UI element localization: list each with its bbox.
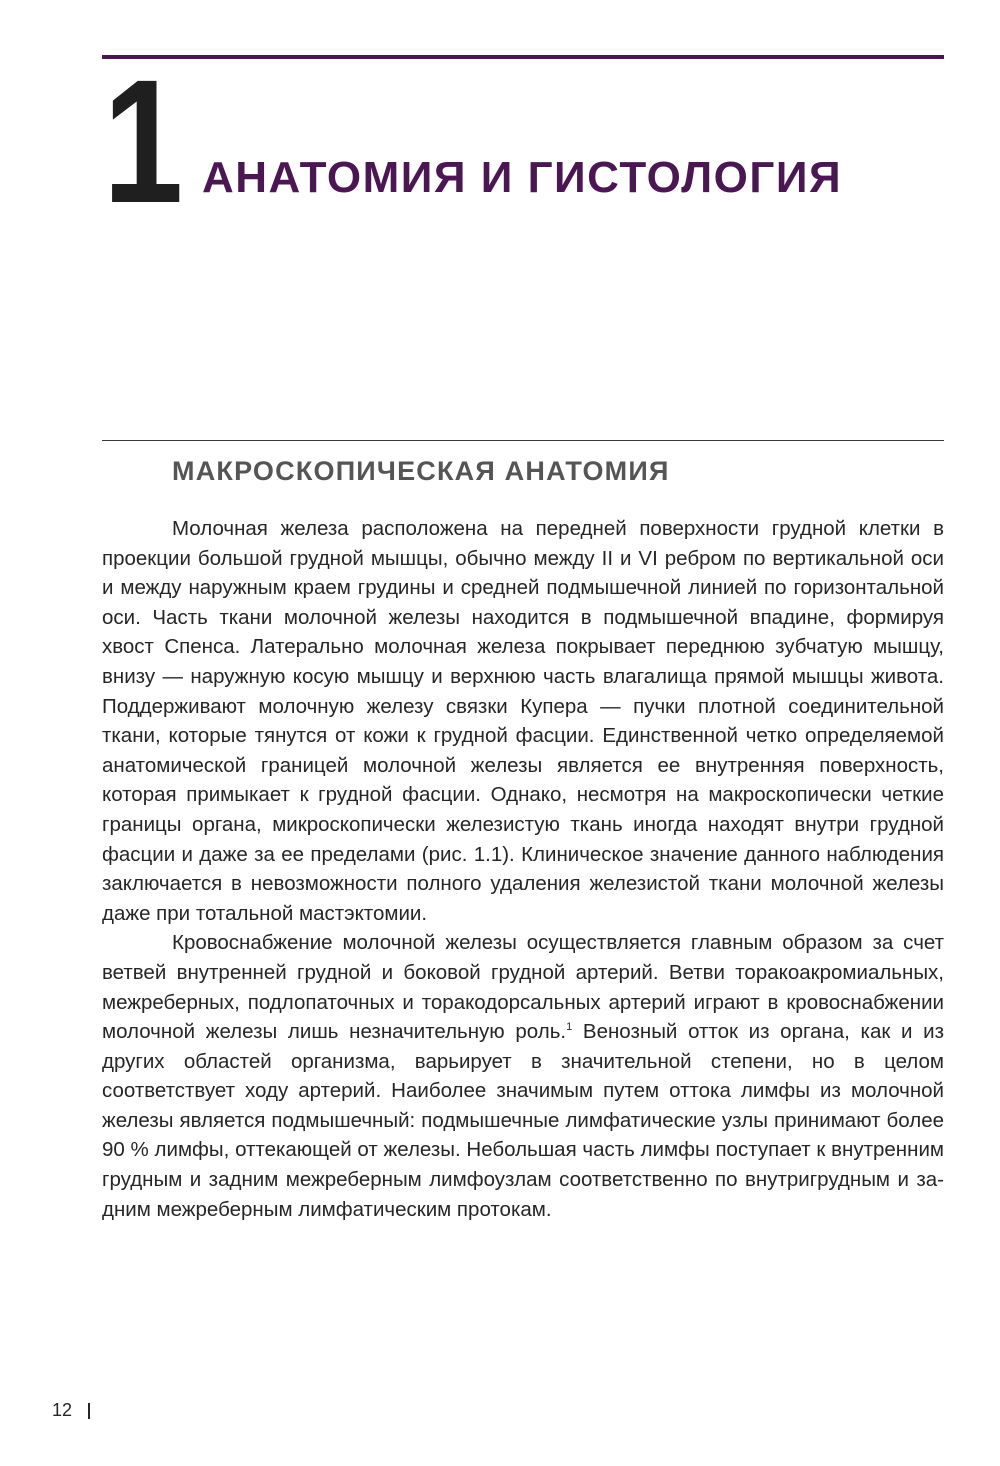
paragraph-2 [102,928,944,1224]
section-rule [102,440,944,441]
chapter-number: 1 [103,44,180,240]
body-text [102,514,944,1224]
footer-separator [88,1403,90,1419]
footnote-reference[interactable]: 1 [566,1021,573,1034]
chapter-top-rule [102,55,944,59]
page-number: 12 [52,1400,73,1420]
chapter-title: АНАТОМИЯ И ГИСТОЛОГИЯ [202,153,843,202]
page-footer [52,1400,90,1421]
paragraph-1: Молочная железа расположена на передней поверхности грудной клетки в проекции большой грудной мышцы, обычно между II и VI ребром по вертикальной оси и между наружным краем грудины и средней подмышечной линией по горизонтальной оси. Часть ткани молочной железы находится в подмышечной впадине, формируя хвост Спенса. Латерально молочная железа покрывает переднюю зубчатую мышцу, внизу — наружную косую мышцу и верхнюю часть влагалища прямой мышцы живота. Поддерживают молочную железу связки Купера — пучки плотной соединительной ткани, которые тянутся от кожи к грудной фасции. Единственной четко определяемой анатомической границей молочной железы является ее внутренняя поверхность, которая примыкает к грудной фасции. Однако, несмотря на макроскопически четкие границы органа, микроскопически железистую ткань иногда находят внутри грудной фасции и даже за ее пределами (рис. 1.1). Клиническое значение данного наблюдения заключается в невозможности полного удаления железистой ткани молочной железы даже при тотальной мастэктомии. [102,517,944,925]
section-title: МАКРОСКОПИЧЕСКАЯ АНАТОМИЯ [172,456,670,486]
paragraph-2-text-continued: Венозный отток из органа, как и из других областей организма, варьирует в значительной степени, но в целом соответствует ходу артерий. Наиболее значимым путем оттока лимфы из молочной железы является подмышечный: подмышечные лимфатические узлы принимают более 90 % лимфы, оттекающей от железы. Небольшая часть лимфы поступает к внутренним грудным и задним межреберным лимфоузлам соответственно по внутригрудным и задним межреберным лимфатическим протокам. [102,1020,945,1221]
paragraph-2-text: Кровоснабжение молочной железы осуществляется главным образом за счет ветвей внутренней грудной и боковой грудной артерий. Ветви торакоакромиальных, межреберных, подлопаточных и торакодорсальных артерий играют в кровоснабжении молочной железы лишь незначительную роль. [102,931,944,1044]
